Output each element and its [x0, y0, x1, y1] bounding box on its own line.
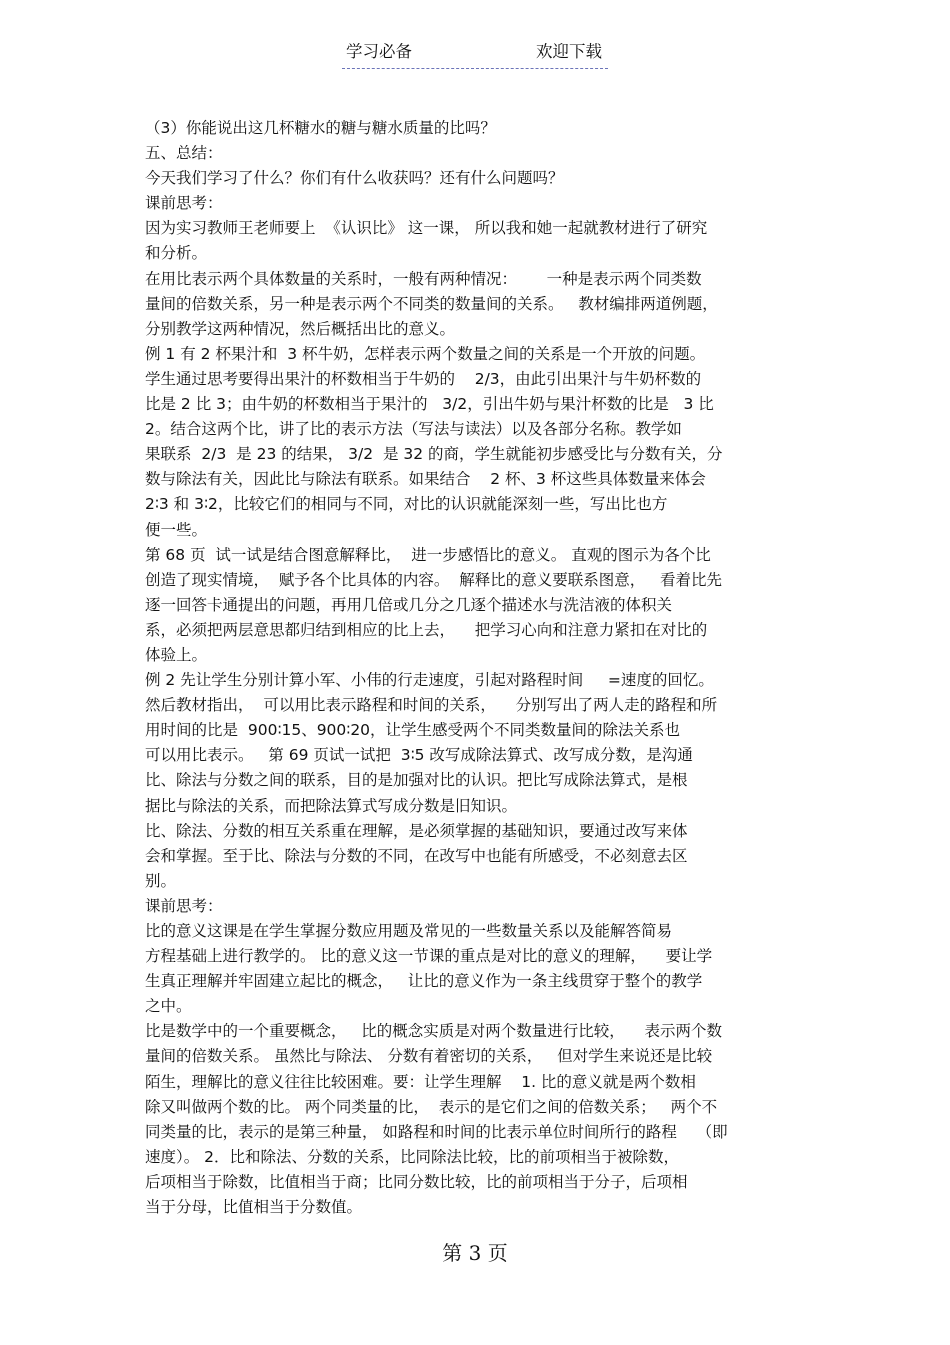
text-line: 比是数学中的一个重要概念， 比的概念实质是对两个数量进行比较， 表示两个数 — [145, 1022, 722, 1041]
text-line: 创造了现实情境， 赋予各个比具体的内容。 解释比的意义要联系图意， 看着比先 — [145, 570, 722, 589]
text-line: 之中。 — [145, 997, 192, 1016]
text-line: 课前思考： — [145, 896, 223, 915]
text-line: 2∶3 和 3∶2，比较它们的相同与不同，对比的认识就能深刻一些，写出比也方 — [145, 495, 668, 514]
text-line: 可以用比表示。 第 69 页试一试把 3∶5 改写成除法算式、改写成分数，是沟通 — [145, 746, 693, 765]
text-line: 比、除法、分数的相互关系重在理解，是必须掌握的基础知识，要通过改写来体 — [145, 821, 688, 840]
text-line: 课前思考： — [145, 194, 223, 213]
text-line: 2。结合这两个比，讲了比的表示方法（写法与读法）以及各部分名称。教学如 — [145, 420, 682, 439]
text-line: 便一些。 — [145, 520, 208, 539]
text-line: 用时间的比是 900∶15、900∶20，让学生感受两个不同类数量间的除法关系也 — [145, 721, 681, 740]
text-line: 量间的倍数关系，另一种是表示两个不同类的数量间的关系。 教材编排两道例题， — [145, 294, 718, 313]
text-line: 比的意义这课是在学生掌握分数应用题及常见的一些数量关系以及能解答简易 — [145, 922, 673, 940]
text-line: 体验上。 — [145, 645, 208, 664]
text-line: 数与除法有关，因此比与除法有联系。如果结合 2 杯、3 杯这些具体数量来体会 — [145, 470, 706, 489]
text-line: 后项相当于除数，比值相当于商；比同分数比较，比的前项相当于分子，后项相 — [145, 1172, 688, 1191]
text-line: 别。 — [145, 871, 177, 890]
text-line: 据比与除法的关系，而把除法算式写成分数是旧知识。 — [145, 796, 518, 815]
text-line: 然后教材指出， 可以用比表示路程和时间的关系， 分别写出了两人走的路程和所 — [145, 696, 718, 715]
text-line: 系，必须把两层意思都归结到相应的比上去， 把学习心向和注意力紧扣在对比的 — [145, 620, 708, 639]
text-line: （3）你能说出这几杯糖水的糖与糖水质量的比吗？ — [145, 119, 496, 137]
text-line: 比是 2 比 3；由牛奶的杯数相当于果汁的 3/2，引出牛奶与果汁杯数的比是 3 比 — [145, 395, 714, 414]
text-line: 果联系 2/3 是 23 的结果， 3/2 是 32 的商，学生就能初步感受比与分数有关，分 — [145, 445, 723, 464]
text-line: 因为实习教师王老师要上 《认识比》 这一课， 所以我和她一起就教材进行了研究 — [145, 219, 708, 238]
text-line: 今天我们学习了什么？你们有什么收获吗？还有什么问题吗？ — [145, 169, 564, 188]
text-line: 同类量的比，表示的是第三种量， 如路程和时间的比表示单位时间所行的路程 （即 — [145, 1122, 728, 1141]
header-right-text: 欢迎下载 — [536, 42, 602, 61]
text-line: 例 1 有 2 杯果汁和 3 杯牛奶，怎样表示两个数量之间的关系是一个开放的问题。 — [145, 344, 706, 363]
text-line: 速度）。 2．比和除法、分数的关系，比同除法比较，比的前项相当于被除数， — [145, 1147, 680, 1166]
text-line: 比、除法与分数之间的联系，目的是加强对比的认识。把比写成除法算式，是根 — [145, 771, 688, 790]
text-line: 当于分母，比值相当于分数值。 — [145, 1198, 363, 1217]
text-line: 逐一回答卡通提出的问题，再用几倍或几分之几逐个描述水与洗洁液的体积关 — [145, 595, 673, 614]
text-line: 生真正理解并牢固建立起比的概念， 让比的意义作为一条主线贯穿于整个的教学 — [145, 972, 703, 991]
text-line: 第 68 页 试一试是结合图意解释比， 进一步感悟比的意义。 直观的图示为各个比 — [145, 545, 711, 564]
text-line: 例 2 先让学生分别计算小军、小伟的行走速度，引起对路程时间 =速度的回忆。 — [145, 671, 714, 690]
text-line: 学生通过思考要得出果汁的杯数相当于牛奶的 2/3，由此引出果汁与牛奶杯数的 — [145, 369, 702, 388]
header-left-text: 学习必备 — [346, 42, 412, 61]
document-body — [145, 116, 813, 1220]
text-line: 分别教学这两种情况，然后概括出比的意义。 — [145, 319, 456, 338]
page-header — [342, 40, 608, 69]
text-line: 方程基础上进行教学的。 比的意义这一节课的重点是对比的意义的理解， 要让学 — [145, 947, 713, 966]
text-line: 量间的倍数关系。 虽然比与除法、 分数有着密切的关系， 但对学生来说还是比较 — [145, 1047, 713, 1066]
text-line: 除又叫做两个数的比。 两个同类量的比， 表示的是它们之间的倍数关系； 两个不 — [145, 1097, 718, 1116]
text-line: 和分析。 — [145, 244, 208, 263]
text-line: 五、总结： — [145, 144, 223, 163]
text-line: 在用比表示两个具体数量的关系时，一般有两种情况： 一种是表示两个同类数 — [145, 269, 702, 288]
text-line: 陌生，理解比的意义往往比较困难。要：让学生理解 1. 比的意义就是两个数相 — [145, 1072, 696, 1091]
page-number: 第 3 页 — [442, 1241, 508, 1265]
text-line: 会和掌握。至于比、除法与分数的不同，在改写中也能有所感受，不必刻意去区 — [145, 846, 688, 865]
